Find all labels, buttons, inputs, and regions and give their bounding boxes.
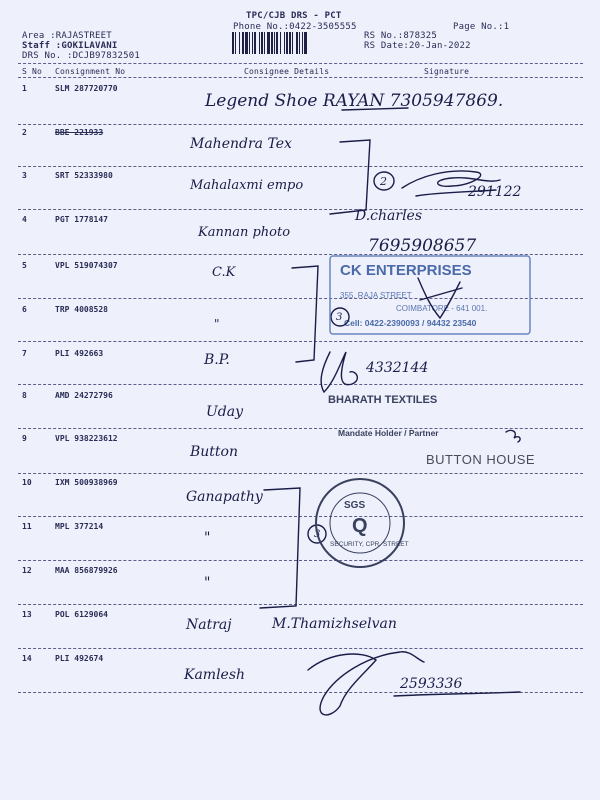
header-rule-bottom <box>18 77 583 78</box>
consignment-number: AMD 24272796 <box>55 391 113 400</box>
row-number: 5 <box>22 261 27 270</box>
bracket-stroke <box>260 488 300 608</box>
row-number: 14 <box>22 654 32 663</box>
column-signature: Signature <box>424 67 470 76</box>
handwritten-number: 291122 <box>468 184 522 200</box>
row-divider <box>18 254 583 255</box>
row-divider <box>18 428 583 429</box>
circled-number: 3 <box>314 529 321 540</box>
column-sno: S No <box>22 67 43 76</box>
stamp-ck-phone: Cell: 0422-2390093 / 94432 23540 <box>344 318 477 328</box>
handwritten-consignee: " <box>214 317 220 331</box>
handwritten-consignee: " <box>204 530 211 546</box>
consignment-number: PGT 1778147 <box>55 215 108 224</box>
staff-label: Staff :GOKILAVANI <box>22 41 118 51</box>
row-number: 13 <box>22 610 32 619</box>
row-divider <box>18 298 583 299</box>
handwritten-consignee: C.K <box>212 265 236 280</box>
handwritten-consignee: Uday <box>206 404 244 420</box>
stamp-ck-name: CK ENTERPRISES <box>340 262 472 279</box>
row-number: 6 <box>22 305 27 314</box>
circled-number: 2 <box>380 175 387 188</box>
row-number: 12 <box>22 566 32 575</box>
row-number: 2 <box>22 128 27 137</box>
circled-number: 3 <box>336 312 343 323</box>
stamp-ck-address: 355, RAJA STREET <box>340 291 412 300</box>
header-rule-top <box>18 63 583 64</box>
rs-number: RS No.:878325 <box>364 31 438 41</box>
row-number: 9 <box>22 434 27 443</box>
row-divider <box>18 473 583 474</box>
handwritten-consignee: Mahalaxmi empo <box>190 178 304 193</box>
handwritten-consignee: Mahendra Tex <box>190 136 292 152</box>
consignment-number: SLM 287720770 <box>55 84 118 93</box>
drs-number: DRS No. :DCJB97832501 <box>22 51 140 61</box>
row-divider <box>18 648 583 649</box>
stamp-bharath-textiles: BHARATH TEXTILES <box>328 394 438 406</box>
handwritten-consignee: B.P. <box>204 352 230 368</box>
handwritten-name: M.Thamizhselvan <box>272 616 397 632</box>
stamp-sgs-subtitle: SECURITY, CPR. STREET <box>330 541 409 548</box>
row-divider <box>18 209 583 210</box>
handwritten-number: 4332144 <box>366 360 429 376</box>
row-divider <box>18 166 583 167</box>
column-consignment: Consignment No <box>55 67 126 76</box>
row-divider <box>18 341 583 342</box>
bracket-stroke <box>292 266 318 362</box>
bracket-stroke <box>330 140 370 214</box>
row-number: 1 <box>22 84 27 93</box>
consignment-number: MAA 856879926 <box>55 566 118 575</box>
row-number: 3 <box>22 171 27 180</box>
rs-date: RS Date:20-Jan-2022 <box>364 41 471 51</box>
row-divider <box>18 384 583 385</box>
consignment-number: VPL 938223612 <box>55 434 118 443</box>
row-divider <box>18 692 583 693</box>
row-number: 8 <box>22 391 27 400</box>
handwritten-consignee: Ganapathy <box>186 489 263 505</box>
barcode-bar <box>304 32 307 54</box>
row-divider <box>18 560 583 561</box>
handwritten-number: 2593336 <box>400 676 463 692</box>
barcode <box>232 32 358 54</box>
row-divider <box>18 516 583 517</box>
handwritten-consignee: Natraj <box>186 617 232 633</box>
row-divider <box>18 604 583 605</box>
page-number: Page No.:1 <box>453 22 510 32</box>
phone-number: Phone No.:0422-3505555 <box>233 22 357 32</box>
row-number: 11 <box>22 522 32 531</box>
handwritten-consignee: Kannan photo <box>198 225 291 240</box>
stamp-ck-city: COIMBATORE - 641 001. <box>396 304 488 313</box>
consignment-number: MPL 377214 <box>55 522 104 531</box>
consignment-number: POL 6129064 <box>55 610 108 619</box>
consignment-number: BBE 221933 <box>55 128 104 137</box>
consignment-number: SRT 52333980 <box>55 171 113 180</box>
column-consignee: Consignee Details <box>244 67 330 76</box>
sheet-title: TPC/CJB DRS - PCT <box>246 11 342 21</box>
area-label: Area :RAJASTREET <box>22 31 112 41</box>
stamp-mandate-holder: Mandate Holder / Partner <box>338 428 439 438</box>
handwritten-consignee: Button <box>190 444 239 460</box>
row-divider <box>18 124 583 125</box>
signature-stroke <box>506 430 520 442</box>
consignment-number: VPL 519074307 <box>55 261 118 270</box>
consignment-number: TRP 4008528 <box>55 305 108 314</box>
row-number: 4 <box>22 215 27 224</box>
handwritten-phone: 7695908657 <box>368 236 477 256</box>
stamp-sgs-letter: Q <box>352 515 368 537</box>
handwritten-consignee: " <box>204 575 211 591</box>
row-number: 10 <box>22 478 32 487</box>
stamp-sgs-title: SGS <box>344 500 366 511</box>
stamp-button-house: BUTTON HOUSE <box>426 452 536 467</box>
consignment-number: IXM 500938969 <box>55 478 118 487</box>
row-number: 7 <box>22 349 27 358</box>
handwritten-consignee: Legend Shoe RAYAN 7305947869. <box>205 91 504 111</box>
consignment-number: PLI 492674 <box>55 654 104 663</box>
handwritten-consignee: Kamlesh <box>184 667 246 683</box>
handwritten-name: D.charles <box>355 208 423 224</box>
signature-stroke <box>321 352 357 392</box>
consignment-number: PLI 492663 <box>55 349 104 358</box>
